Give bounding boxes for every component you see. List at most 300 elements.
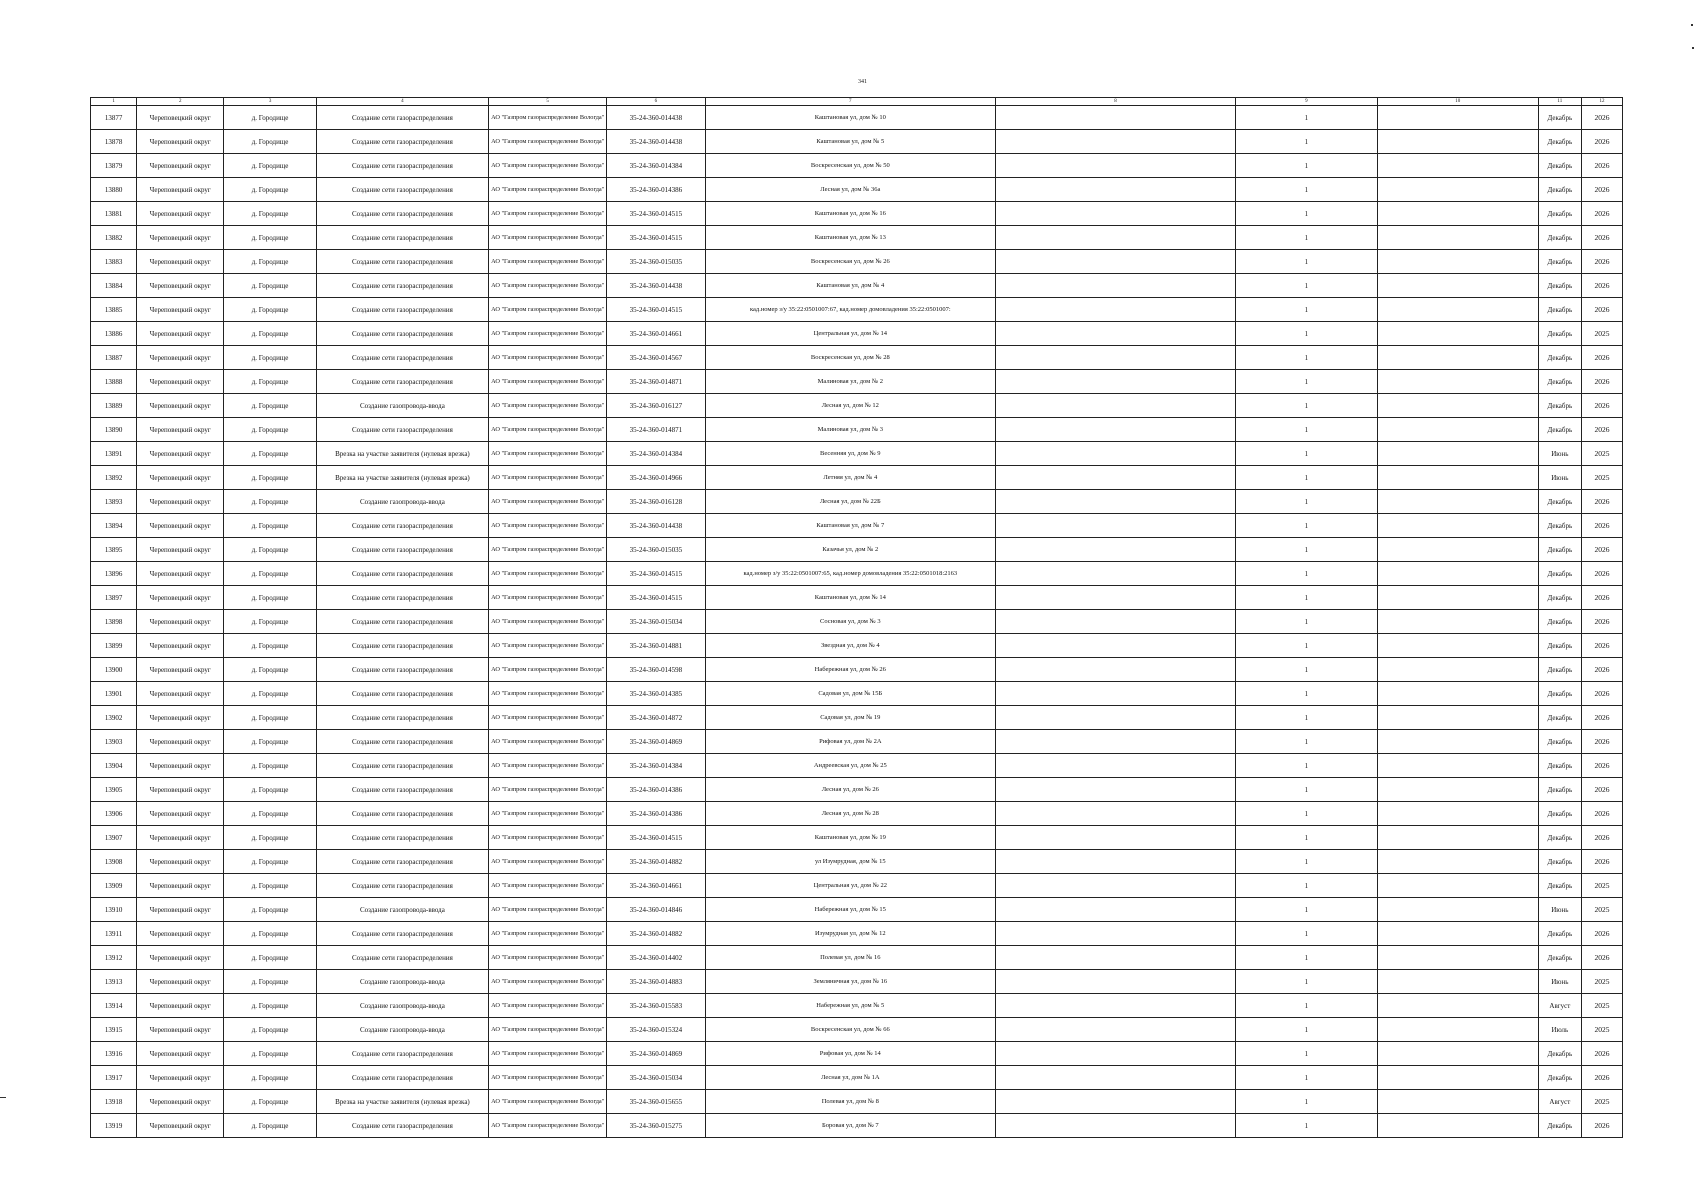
operator-cell: АО "Газпром газораспределение Вологда" [489,850,607,874]
empty-cell [1377,1114,1538,1138]
row-number: 13880 [91,178,137,202]
table-row [91,250,1623,274]
row-number: 13910 [91,898,137,922]
empty-cell [1377,634,1538,658]
empty-cell [1377,610,1538,634]
empty-cell [1377,274,1538,298]
row-number: 13906 [91,802,137,826]
month-cell: Декабрь [1538,850,1581,874]
page-number: 341 [858,79,867,85]
empty-cell [1377,754,1538,778]
empty-cell [996,178,1236,202]
locality-cell: д. Городище [224,1114,316,1138]
table-row [91,466,1623,490]
work-type-cell: Создание сети газораспределения [316,106,488,130]
empty-cell [996,226,1236,250]
quantity-cell: 1 [1236,562,1378,586]
year-cell: 2026 [1581,226,1622,250]
empty-cell [996,970,1236,994]
row-number: 13877 [91,106,137,130]
month-cell: Декабрь [1538,154,1581,178]
year-cell: 2026 [1581,826,1622,850]
district-cell: Череповецкий округ [137,898,224,922]
quantity-cell: 1 [1236,730,1378,754]
object-code-cell: 35-24-360-015655 [607,1090,706,1114]
month-cell: Декабрь [1538,250,1581,274]
table-row [91,778,1623,802]
operator-cell: АО "Газпром газораспределение Вологда" [489,826,607,850]
operator-cell: АО "Газпром газораспределение Вологда" [489,418,607,442]
address-cell: Каштановая ул, дом № 13 [705,226,995,250]
year-cell: 2026 [1581,202,1622,226]
quantity-cell: 1 [1236,682,1378,706]
table-row [91,874,1623,898]
year-cell: 2026 [1581,850,1622,874]
quantity-cell: 1 [1236,1018,1378,1042]
empty-cell [1377,130,1538,154]
address-cell: Летняя ул, дом № 4 [705,466,995,490]
empty-cell [1377,874,1538,898]
row-number: 13908 [91,850,137,874]
empty-cell [1377,778,1538,802]
month-cell: Декабрь [1538,202,1581,226]
empty-cell [996,1042,1236,1066]
year-cell: 2026 [1581,1042,1622,1066]
locality-cell: д. Городище [224,418,316,442]
work-type-cell: Врезка на участке заявителя (нулевая врезка) [316,466,488,490]
operator-cell: АО "Газпром газораспределение Вологда" [489,250,607,274]
year-cell: 2026 [1581,922,1622,946]
month-cell: Июнь [1538,970,1581,994]
empty-cell [1377,226,1538,250]
operator-cell: АО "Газпром газораспределение Вологда" [489,490,607,514]
month-cell: Декабрь [1538,394,1581,418]
month-cell: Декабрь [1538,538,1581,562]
district-cell: Череповецкий округ [137,778,224,802]
address-cell: Лесная ул, дом № 12 [705,394,995,418]
table-row [91,154,1623,178]
district-cell: Череповецкий округ [137,562,224,586]
empty-cell [996,106,1236,130]
object-code-cell: 35-24-360-016128 [607,490,706,514]
month-cell: Июнь [1538,466,1581,490]
row-number: 13902 [91,706,137,730]
table-row [91,610,1623,634]
object-code-cell: 35-24-360-014438 [607,106,706,130]
month-cell: Декабрь [1538,226,1581,250]
operator-cell: АО "Газпром газораспределение Вологда" [489,442,607,466]
table-row [91,754,1623,778]
operator-cell: АО "Газпром газораспределение Вологда" [489,130,607,154]
locality-cell: д. Городище [224,706,316,730]
work-type-cell: Создание сети газораспределения [316,202,488,226]
year-cell: 2026 [1581,274,1622,298]
row-number: 13904 [91,754,137,778]
row-number: 13886 [91,322,137,346]
empty-cell [996,634,1236,658]
table-body [91,106,1623,1138]
empty-cell [1377,298,1538,322]
row-number: 13892 [91,466,137,490]
empty-cell [996,946,1236,970]
column-number: 4 [316,98,488,106]
empty-cell [996,514,1236,538]
quantity-cell: 1 [1236,658,1378,682]
table-row [91,370,1623,394]
district-cell: Череповецкий округ [137,394,224,418]
locality-cell: д. Городище [224,610,316,634]
operator-cell: АО "Газпром газораспределение Вологда" [489,1114,607,1138]
year-cell: 2025 [1581,874,1622,898]
address-cell: Каштановая ул, дом № 4 [705,274,995,298]
locality-cell: д. Городище [224,730,316,754]
work-type-cell: Создание сети газораспределения [316,706,488,730]
district-cell: Череповецкий округ [137,730,224,754]
column-number: 1 [91,98,137,106]
year-cell: 2026 [1581,562,1622,586]
work-type-cell: Создание сети газораспределения [316,946,488,970]
object-code-cell: 35-24-360-014869 [607,1042,706,1066]
address-cell: Лесная ул, дом № 28 [705,802,995,826]
table-row [91,922,1623,946]
table-row [91,202,1623,226]
table-row [91,682,1623,706]
district-cell: Череповецкий округ [137,754,224,778]
quantity-cell: 1 [1236,466,1378,490]
column-number: 5 [489,98,607,106]
address-cell: Центральная ул, дом № 22 [705,874,995,898]
year-cell: 2026 [1581,682,1622,706]
empty-cell [996,1114,1236,1138]
empty-cell [996,562,1236,586]
empty-cell [1377,154,1538,178]
empty-cell [996,250,1236,274]
locality-cell: д. Городище [224,466,316,490]
empty-cell [996,898,1236,922]
locality-cell: д. Городище [224,1018,316,1042]
empty-cell [1377,106,1538,130]
row-number: 13903 [91,730,137,754]
address-cell: Изумрудная ул, дом № 12 [705,922,995,946]
work-type-cell: Создание газопровода-ввода [316,994,488,1018]
object-code-cell: 35-24-360-014515 [607,562,706,586]
operator-cell: АО "Газпром газораспределение Вологда" [489,394,607,418]
district-cell: Череповецкий округ [137,130,224,154]
year-cell: 2026 [1581,250,1622,274]
object-code-cell: 35-24-360-014872 [607,706,706,730]
quantity-cell: 1 [1236,418,1378,442]
empty-cell [1377,898,1538,922]
object-code-cell: 35-24-360-014846 [607,898,706,922]
row-number: 13894 [91,514,137,538]
work-type-cell: Создание сети газораспределения [316,610,488,634]
month-cell: Декабрь [1538,298,1581,322]
empty-cell [996,346,1236,370]
quantity-cell: 1 [1236,826,1378,850]
object-code-cell: 35-24-360-014598 [607,658,706,682]
month-cell: Декабрь [1538,658,1581,682]
work-type-cell: Создание сети газораспределения [316,370,488,394]
empty-cell [996,994,1236,1018]
empty-cell [1377,442,1538,466]
row-number: 13896 [91,562,137,586]
empty-cell [996,322,1236,346]
work-type-cell: Врезка на участке заявителя (нулевая врезка) [316,1090,488,1114]
object-code-cell: 35-24-360-014883 [607,970,706,994]
work-type-cell: Создание сети газораспределения [316,778,488,802]
empty-cell [996,418,1236,442]
year-cell: 2026 [1581,538,1622,562]
address-cell: Лесная ул, дом № 26 [705,778,995,802]
year-cell: 2026 [1581,298,1622,322]
empty-cell [1377,970,1538,994]
address-cell: Полевая ул, дом № 8 [705,1090,995,1114]
table-row [91,274,1623,298]
operator-cell: АО "Газпром газораспределение Вологда" [489,370,607,394]
empty-cell [996,466,1236,490]
operator-cell: АО "Газпром газораспределение Вологда" [489,514,607,538]
quantity-cell: 1 [1236,994,1378,1018]
work-type-cell: Создание сети газораспределения [316,586,488,610]
month-cell: Декабрь [1538,130,1581,154]
quantity-cell: 1 [1236,778,1378,802]
scan-mark [1691,24,1693,26]
quantity-cell: 1 [1236,394,1378,418]
object-code-cell: 35-24-360-014384 [607,154,706,178]
object-code-cell: 35-24-360-014882 [607,850,706,874]
work-type-cell: Создание сети газораспределения [316,1114,488,1138]
address-cell: Каштановая ул, дом № 10 [705,106,995,130]
year-cell: 2026 [1581,130,1622,154]
locality-cell: д. Городище [224,754,316,778]
quantity-cell: 1 [1236,586,1378,610]
locality-cell: д. Городище [224,994,316,1018]
row-number: 13884 [91,274,137,298]
district-cell: Череповецкий округ [137,514,224,538]
empty-cell [1377,514,1538,538]
table-row [91,226,1623,250]
work-type-cell: Создание сети газораспределения [316,634,488,658]
empty-cell [996,802,1236,826]
locality-cell: д. Городище [224,394,316,418]
address-cell: Каштановая ул, дом № 5 [705,130,995,154]
address-cell: Рифовая ул, дом № 2А [705,730,995,754]
row-number: 13916 [91,1042,137,1066]
row-number: 13909 [91,874,137,898]
empty-cell [1377,1018,1538,1042]
district-cell: Череповецкий округ [137,370,224,394]
district-cell: Череповецкий округ [137,250,224,274]
quantity-cell: 1 [1236,490,1378,514]
year-cell: 2026 [1581,658,1622,682]
work-type-cell: Создание сети газораспределения [316,178,488,202]
quantity-cell: 1 [1236,874,1378,898]
empty-cell [996,706,1236,730]
month-cell: Декабрь [1538,346,1581,370]
empty-cell [1377,922,1538,946]
work-type-cell: Создание газопровода-ввода [316,970,488,994]
object-code-cell: 35-24-360-014966 [607,466,706,490]
column-number: 8 [996,98,1236,106]
object-code-cell: 35-24-360-014385 [607,682,706,706]
operator-cell: АО "Газпром газораспределение Вологда" [489,586,607,610]
district-cell: Череповецкий округ [137,826,224,850]
address-cell: Казачья ул, дом № 2 [705,538,995,562]
district-cell: Череповецкий округ [137,346,224,370]
month-cell: Декабрь [1538,274,1581,298]
empty-cell [1377,946,1538,970]
empty-cell [1377,682,1538,706]
work-type-cell: Создание сети газораспределения [316,682,488,706]
empty-cell [996,1018,1236,1042]
address-cell: Центральная ул, дом № 14 [705,322,995,346]
quantity-cell: 1 [1236,154,1378,178]
object-code-cell: 35-24-360-014871 [607,418,706,442]
locality-cell: д. Городище [224,538,316,562]
locality-cell: д. Городище [224,658,316,682]
locality-cell: д. Городище [224,226,316,250]
year-cell: 2026 [1581,514,1622,538]
row-number: 13885 [91,298,137,322]
quantity-cell: 1 [1236,250,1378,274]
address-cell: Каштановая ул, дом № 19 [705,826,995,850]
quantity-cell: 1 [1236,1066,1378,1090]
month-cell: Декабрь [1538,418,1581,442]
empty-cell [996,682,1236,706]
table-row [91,634,1623,658]
table-row [91,442,1623,466]
year-cell: 2026 [1581,178,1622,202]
table-row [91,1090,1623,1114]
row-number: 13915 [91,1018,137,1042]
table-row [91,130,1623,154]
work-type-cell: Создание сети газораспределения [316,730,488,754]
year-cell: 2026 [1581,610,1622,634]
month-cell: Июнь [1538,442,1581,466]
address-cell: Сосновая ул, дом № 3 [705,610,995,634]
quantity-cell: 1 [1236,226,1378,250]
quantity-cell: 1 [1236,1042,1378,1066]
empty-cell [996,298,1236,322]
quantity-cell: 1 [1236,706,1378,730]
empty-cell [1377,658,1538,682]
district-cell: Череповецкий округ [137,442,224,466]
object-code-cell: 35-24-360-015034 [607,610,706,634]
object-code-cell: 35-24-360-014515 [607,826,706,850]
locality-cell: д. Городище [224,946,316,970]
empty-cell [996,370,1236,394]
year-cell: 2025 [1581,442,1622,466]
object-code-cell: 35-24-360-014384 [607,442,706,466]
year-cell: 2026 [1581,778,1622,802]
operator-cell: АО "Газпром газораспределение Вологда" [489,1042,607,1066]
locality-cell: д. Городище [224,826,316,850]
object-code-cell: 35-24-360-014384 [607,754,706,778]
work-type-cell: Создание сети газораспределения [316,226,488,250]
district-cell: Череповецкий округ [137,994,224,1018]
empty-cell [996,586,1236,610]
work-type-cell: Создание сети газораспределения [316,1066,488,1090]
locality-cell: д. Городище [224,250,316,274]
address-cell: Воскресенская ул, дом № 28 [705,346,995,370]
district-cell: Череповецкий округ [137,970,224,994]
operator-cell: АО "Газпром газораспределение Вологда" [489,466,607,490]
address-cell: ул Изумрудная, дом № 15 [705,850,995,874]
row-number: 13888 [91,370,137,394]
year-cell: 2026 [1581,802,1622,826]
work-type-cell: Создание сети газораспределения [316,658,488,682]
district-cell: Череповецкий округ [137,418,224,442]
district-cell: Череповецкий округ [137,850,224,874]
month-cell: Декабрь [1538,946,1581,970]
object-code-cell: 35-24-360-014515 [607,298,706,322]
quantity-cell: 1 [1236,202,1378,226]
locality-cell: д. Городище [224,274,316,298]
district-cell: Череповецкий округ [137,610,224,634]
object-code-cell: 35-24-360-014881 [607,634,706,658]
row-number: 13901 [91,682,137,706]
locality-cell: д. Городище [224,130,316,154]
operator-cell: АО "Газпром газораспределение Вологда" [489,874,607,898]
operator-cell: АО "Газпром газораспределение Вологда" [489,154,607,178]
district-cell: Череповецкий округ [137,106,224,130]
district-cell: Череповецкий округ [137,946,224,970]
month-cell: Декабрь [1538,826,1581,850]
locality-cell: д. Городище [224,106,316,130]
operator-cell: АО "Газпром газораспределение Вологда" [489,106,607,130]
work-type-cell: Создание газопровода-ввода [316,1018,488,1042]
empty-cell [996,610,1236,634]
operator-cell: АО "Газпром газораспределение Вологда" [489,562,607,586]
column-number: 6 [607,98,706,106]
month-cell: Декабрь [1538,562,1581,586]
work-type-cell: Создание сети газораспределения [316,298,488,322]
work-type-cell: Создание сети газораспределения [316,154,488,178]
month-cell: Декабрь [1538,370,1581,394]
empty-cell [1377,202,1538,226]
address-cell: Андреевская ул, дом № 25 [705,754,995,778]
object-code-cell: 35-24-360-014882 [607,922,706,946]
year-cell: 2026 [1581,730,1622,754]
work-type-cell: Создание сети газораспределения [316,850,488,874]
object-code-cell: 35-24-360-014402 [607,946,706,970]
empty-cell [1377,418,1538,442]
work-type-cell: Создание сети газораспределения [316,538,488,562]
address-cell: Весенняя ул, дом № 9 [705,442,995,466]
address-cell: Воскресенская ул, дом № 26 [705,250,995,274]
operator-cell: АО "Газпром газораспределение Вологда" [489,298,607,322]
year-cell: 2026 [1581,706,1622,730]
row-number: 13900 [91,658,137,682]
address-cell: Садовая ул, дом № 15Б [705,682,995,706]
quantity-cell: 1 [1236,322,1378,346]
operator-cell: АО "Газпром газораспределение Вологда" [489,1066,607,1090]
work-type-cell: Создание сети газораспределения [316,274,488,298]
table-row [91,298,1623,322]
empty-cell [996,130,1236,154]
object-code-cell: 35-24-360-014869 [607,730,706,754]
month-cell: Декабрь [1538,874,1581,898]
month-cell: Июнь [1538,898,1581,922]
quantity-cell: 1 [1236,178,1378,202]
month-cell: Декабрь [1538,922,1581,946]
year-cell: 2026 [1581,490,1622,514]
month-cell: Декабрь [1538,706,1581,730]
quantity-cell: 1 [1236,130,1378,154]
work-type-cell: Создание сети газораспределения [316,130,488,154]
month-cell: Декабрь [1538,754,1581,778]
table-row [91,1018,1623,1042]
